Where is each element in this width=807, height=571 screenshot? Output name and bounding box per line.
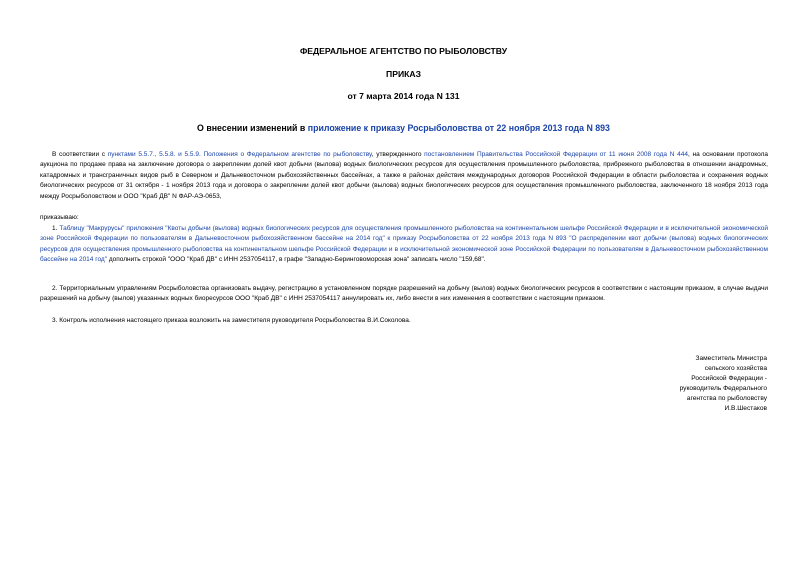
signature-name: И.В.Шестаков [724, 405, 767, 412]
signature-line-4: руководитель Федерального [679, 385, 767, 392]
doc-type-heading: ПРИКАЗ [386, 69, 421, 79]
signature-line-5: агентства по рыболовству [686, 395, 767, 402]
title-link[interactable]: приложение к приказу Росрыболовства от 22 ноября 2013 года N 893 [307, 123, 610, 133]
intro-link-regulation[interactable]: пунктами 5.5.7., 5.5.8. и 5.5.9. Положения о Федеральном агентстве по рыболовству [107, 151, 372, 158]
title-prefix: О внесении изменений в [197, 123, 308, 133]
intro-text-1: В соответствии с [52, 151, 108, 158]
agency-heading: ФЕДЕРАЛЬНОЕ АГЕНТСТВО ПО РЫБОЛОВСТВУ [299, 46, 508, 56]
intro-text-3: , на основании протокола аукциона по продаже права на заключение договора о закреплении долей квот добычи (вылова) водных биологических ресурсов для осуществления промышленного рыболовства, прибрежного рыболовства в отношении анадромных, катадромных и трансграничных видов рыб в Северном и Дальневосточном рыбохозяйственных бассейнах, а также в районах действия международных договоров Российской Федерации в области рыболовства и сохранения водных биологических ресурсов от 31 октября - 1 ноября 2013 года и договора о закреплении долей квот добычи (вылова) водных биологических ресурсов для осуществления промышленного рыболовства, заключенного 18 ноября 2013 года между Росрыболовством и ООО "Краб ДВ" N ФАР-АЭ-0653, [40, 151, 768, 200]
item1-number: 1. [52, 225, 60, 232]
signature-line-3: Российской Федерации - [691, 375, 767, 382]
order-item-3: 3. Контроль исполнения настоящего приказа возложить на заместителя руководителя Росрыболовства В.И.Соколова. [52, 317, 411, 324]
document-title [0, 123, 807, 133]
item1-link-table[interactable]: Таблицу "Макрурусы" приложения "Квоты добычи (вылова) водных биологических ресурсов для осуществления промышленного рыболовства на континентальном шельфе Российской Федерации и в исключительной экономической зоне Российской Федерации по пользователям в Дальневосточном рыбохозяйственном бассейне на 2014 год" к приказу Росрыболовства от 22 ноября 2013 года N 893 "О распределении квот добычи (вылова) водных биологических ресурсов для осуществления промышленного рыболовства на континентальном шельфе Российской Федерации и в исключительной экономической зоне Российской Федерации по пользователям в Дальневосточном рыбохозяйственном бассейне на 2014 год" [40, 225, 768, 264]
signature-block [597, 354, 767, 414]
intro-paragraph [40, 150, 768, 202]
item1-text: дополнить строкой "ООО "Краб ДВ" с ИНН 2537054117, в графе "Западно-Беринговоморская зона" записать число "159,68". [107, 256, 486, 264]
date-number-heading: от 7 марта 2014 года N 131 [347, 91, 460, 101]
order-word: приказываю: [40, 214, 79, 221]
order-item-1 [40, 224, 768, 266]
intro-link-resolution[interactable]: постановлением Правительства Российской Федерации от 11 июня 2008 года N 444 [424, 151, 688, 158]
signature-line-1: Заместитель Министра [695, 355, 767, 362]
intro-text-2: , утвержденного [371, 151, 425, 158]
order-item-2: 2. Территориальным управлениям Росрыболовства организовать выдачу, регистрацию в установленном порядке разрешений на добычу (вылов) водных биологических ресурсов в соответствии с настоящим приказом, в случае выдачи разрешений на добычу (вылов) указанных водных биоресурсов ООО "Краб ДВ" с ИНН 2537054117 аннулировать их, либо внести в них изменения в соответствии с настоящим приказом. [40, 285, 768, 303]
signature-line-2: сельского хозяйства [704, 365, 767, 372]
